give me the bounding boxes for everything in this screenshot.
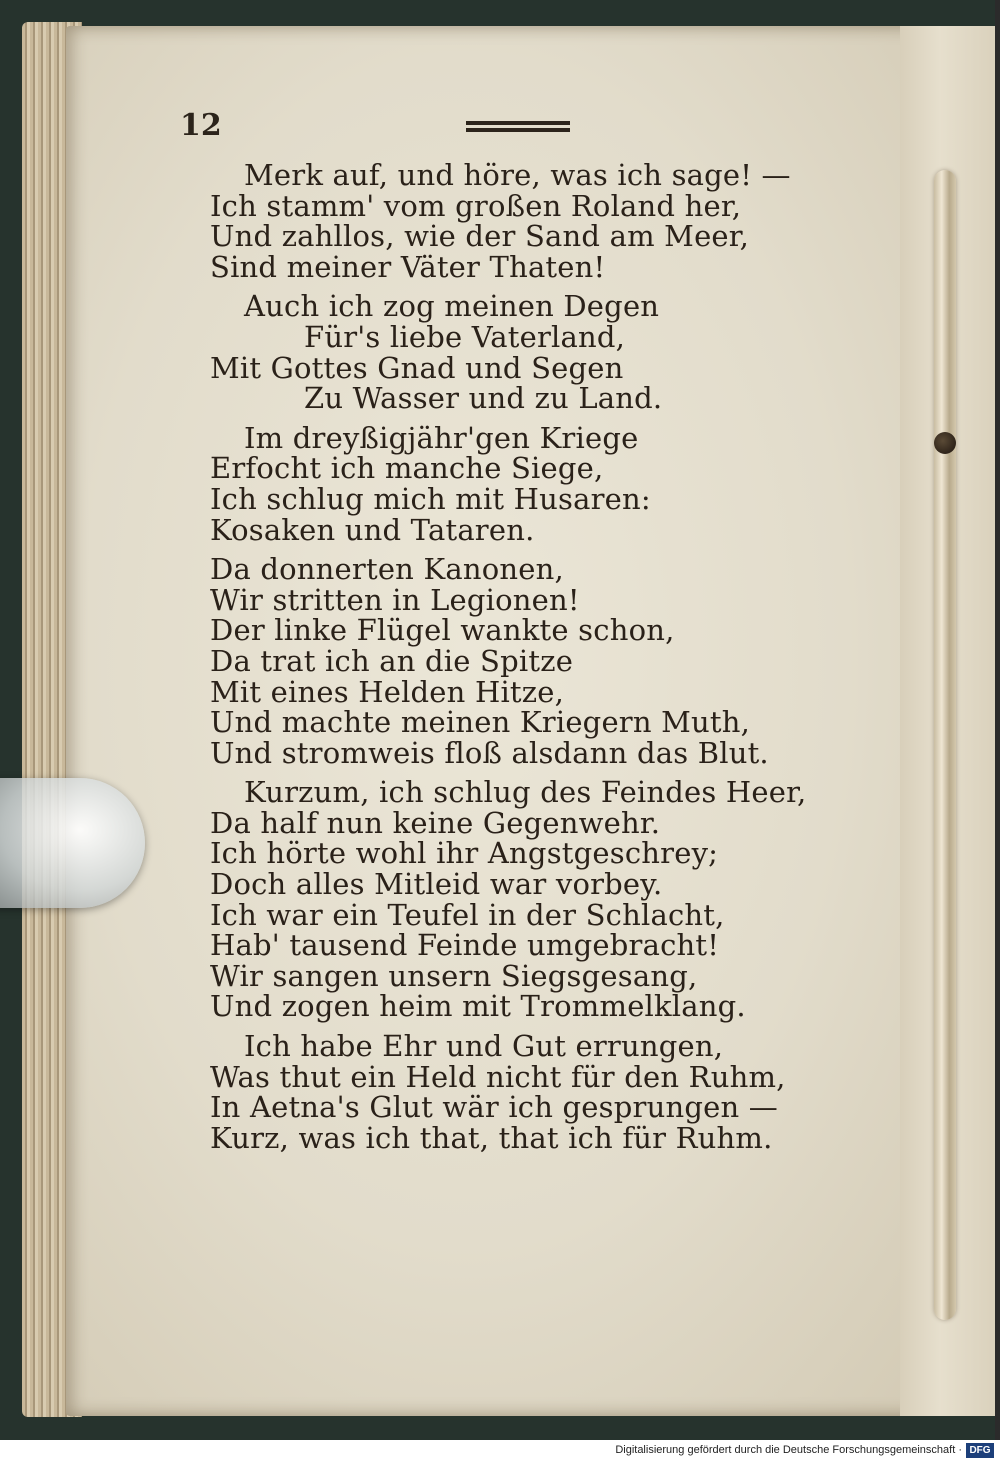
poem-line: Für's liebe Vaterland,	[304, 319, 626, 354]
binding-knot	[934, 432, 956, 454]
poem-line: Zu Wasser und zu Land.	[304, 381, 663, 416]
poem-line: Da half nun keine Gegenwehr.	[210, 805, 661, 840]
poem-line: Ich stamm' vom großen Roland her,	[210, 188, 742, 223]
poem-line: Doch alles Mitleid war vorbey.	[210, 867, 663, 902]
poem-line: Kosaken und Tataren.	[210, 512, 535, 547]
poem-line: Auch ich zog meinen Degen	[244, 289, 660, 324]
poem-line: Wir sangen unsern Siegsgesang,	[210, 958, 698, 993]
glass-clip	[0, 778, 145, 908]
poem-line: Ich hörte wohl ihr Angstgeschrey;	[210, 836, 719, 871]
poem-line: Da trat ich an die Spitze	[210, 643, 574, 678]
scan-border	[995, 0, 1000, 1440]
poem-line: Merk auf, und höre, was ich sage! —	[244, 158, 791, 192]
poem-line: Und machte meinen Kriegern Muth,	[210, 705, 751, 740]
poem-line: Und zogen heim mit Trommelklang.	[210, 989, 746, 1024]
poem-line: Was thut ein Held nicht für den Ruhm,	[210, 1059, 786, 1094]
poem-line: Erfocht ich manche Siege,	[210, 451, 604, 486]
stanza	[210, 160, 850, 282]
poem-line: Ich habe Ehr und Gut errungen,	[244, 1029, 724, 1064]
poem-line: Ich schlug mich mit Husaren:	[210, 481, 651, 516]
header-rule	[466, 121, 570, 133]
poem-line: Kurzum, ich schlug des Feindes Heer,	[244, 775, 807, 810]
poem-line: Wir stritten in Legionen!	[210, 582, 580, 617]
poem-line: Im dreyßigjähr'gen Kriege	[244, 420, 639, 455]
page-number: 12	[180, 108, 222, 143]
poem-line: Da donnerten Kanonen,	[210, 552, 564, 587]
dfg-logo: DFG	[966, 1443, 994, 1458]
footer-bar	[0, 1440, 1000, 1462]
poem-line: Und stromweis floß alsdann das Blut.	[210, 735, 769, 770]
poem-line: Kurz, was ich that, that ich für Ruhm.	[210, 1120, 773, 1155]
stanza	[210, 420, 850, 547]
binding-thread	[934, 170, 956, 1320]
poem-line: Sind meiner Väter Thaten!	[210, 249, 606, 284]
poem-line: Der linke Flügel wankte schon,	[210, 613, 675, 648]
poem-line: Ich war ein Teufel in der Schlacht,	[210, 897, 725, 932]
poem-line: Und zahllos, wie der Sand am Meer,	[210, 219, 750, 254]
poem-line: Mit Gottes Gnad und Segen	[210, 350, 624, 385]
poem-text	[210, 160, 850, 1162]
funding-credit: Digitalisierung gefördert durch die Deutsche Forschungsgemeinschaft ·	[615, 1444, 962, 1456]
poem-line: In Aetna's Glut wär ich gesprungen —	[210, 1090, 778, 1125]
stanza	[210, 554, 850, 768]
poem-line: Mit eines Helden Hitze,	[210, 674, 565, 709]
stanza	[210, 289, 850, 416]
poem-line: Hab' tausend Feinde umgebracht!	[210, 928, 720, 963]
stanza	[210, 1031, 850, 1153]
stanza	[210, 777, 850, 1022]
